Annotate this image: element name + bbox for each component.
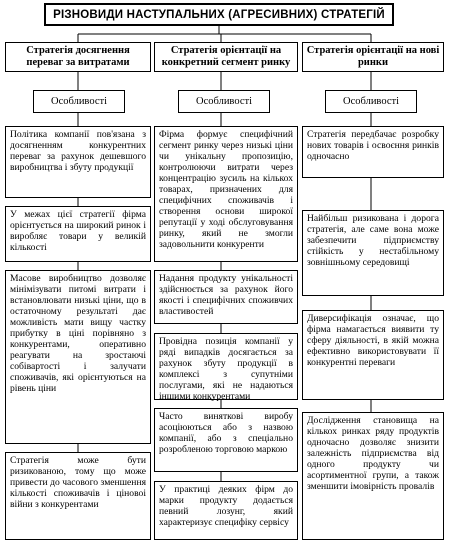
column-1-item-2: У межах цієї стратегії фірма орієнтується на широкий ринок і виробляє товари у великій кількості [5,206,151,262]
column-1-item-3: Масове виробництво дозволяє мінімізувати питомі витрати і встановлювати низькі ціни, що в остаточному результаті дає можливість мати вищу частку прибутку в ціні порівняно з конкурентами, оперативно реагувати на зростаючі собівартості і залучати споживачів, які орієнтуються на рівень ціни [5,270,151,444]
diagram-title: РІЗНОВИДИ НАСТУПАЛЬНИХ (АГРЕСИВНИХ) СТРАТЕГІЙ [44,3,394,26]
column-3-item-1: Стратегія передбачає розробку нових товарів і освоєння ринків одночасно [302,126,444,178]
column-1-header: Стратегія досягнення перевaг за витратами [5,42,151,72]
column-3-header: Стратегія орієнтації на нові ринки [302,42,444,72]
column-3-item-4: Дослідження становища на кількох ринках ряду продуктів одночасно дозволяє знизити залежність підприємства від одного продукту чи асортиментної групи, а також зменшити імовірність провалів [302,412,444,540]
column-2-item-5: У практиці деяких фірм до марки продукту додається певний лозунг, який характеризує специфіку сервісу [154,481,298,540]
column-3-features: Особливості [325,90,417,113]
column-3-item-3: Диверсифікація означає, що фірма намагається виявити ту сферу діяльності, в якій можна ефективно використовувати її конкурентні переваги [302,310,444,400]
column-2-item-1: Фірма формує специфічний сегмент ринку через низькі ціни чи унікальну пропозицію, контролюючи витрати через концентрацію зусиль на кількох товарах, призначених для специфічних споживачів і створення основи широкої репутації у ході обслуговування ринку, який не змогли задовольнити конкуренти [154,126,298,262]
column-2-item-3: Провідна позиція компанії у ряді випадків досягається за рахунок збуту продукції в комплексі з супутніми послугами, які не надаються іншими конкурентами [154,333,298,400]
column-2-features: Особливості [178,90,270,113]
column-1-item-4: Стратегія може бути ризикованою, тому що може привести до часового зменшення кількості споживачів і ціновоі війни з конкурентами [5,452,151,540]
column-1-item-1: Політика компанії пов'язана з досягненням конкурентних переваг за рахунок дешевшого виробництва і збуту продукції [5,126,151,198]
column-2-header: Стратегія орієнтації на конкретний сегмент ринку [154,42,298,72]
column-1-features: Особливості [33,90,125,113]
column-2-item-4: Часто виняткові виробу асоціюються або з назвою компанії, або з спеціально розробленою торговою маркою [154,408,298,472]
column-3-item-2: Найбільш ризикована і дорога стратегія, але саме вона може забезпечити підприємству стійкість у нестабільному зовнішньому середовищі [302,210,444,296]
column-2-item-2: Надання продукту унікальності здійснюється за рахунок його якості і специфічних споживчих властивостей [154,270,298,324]
